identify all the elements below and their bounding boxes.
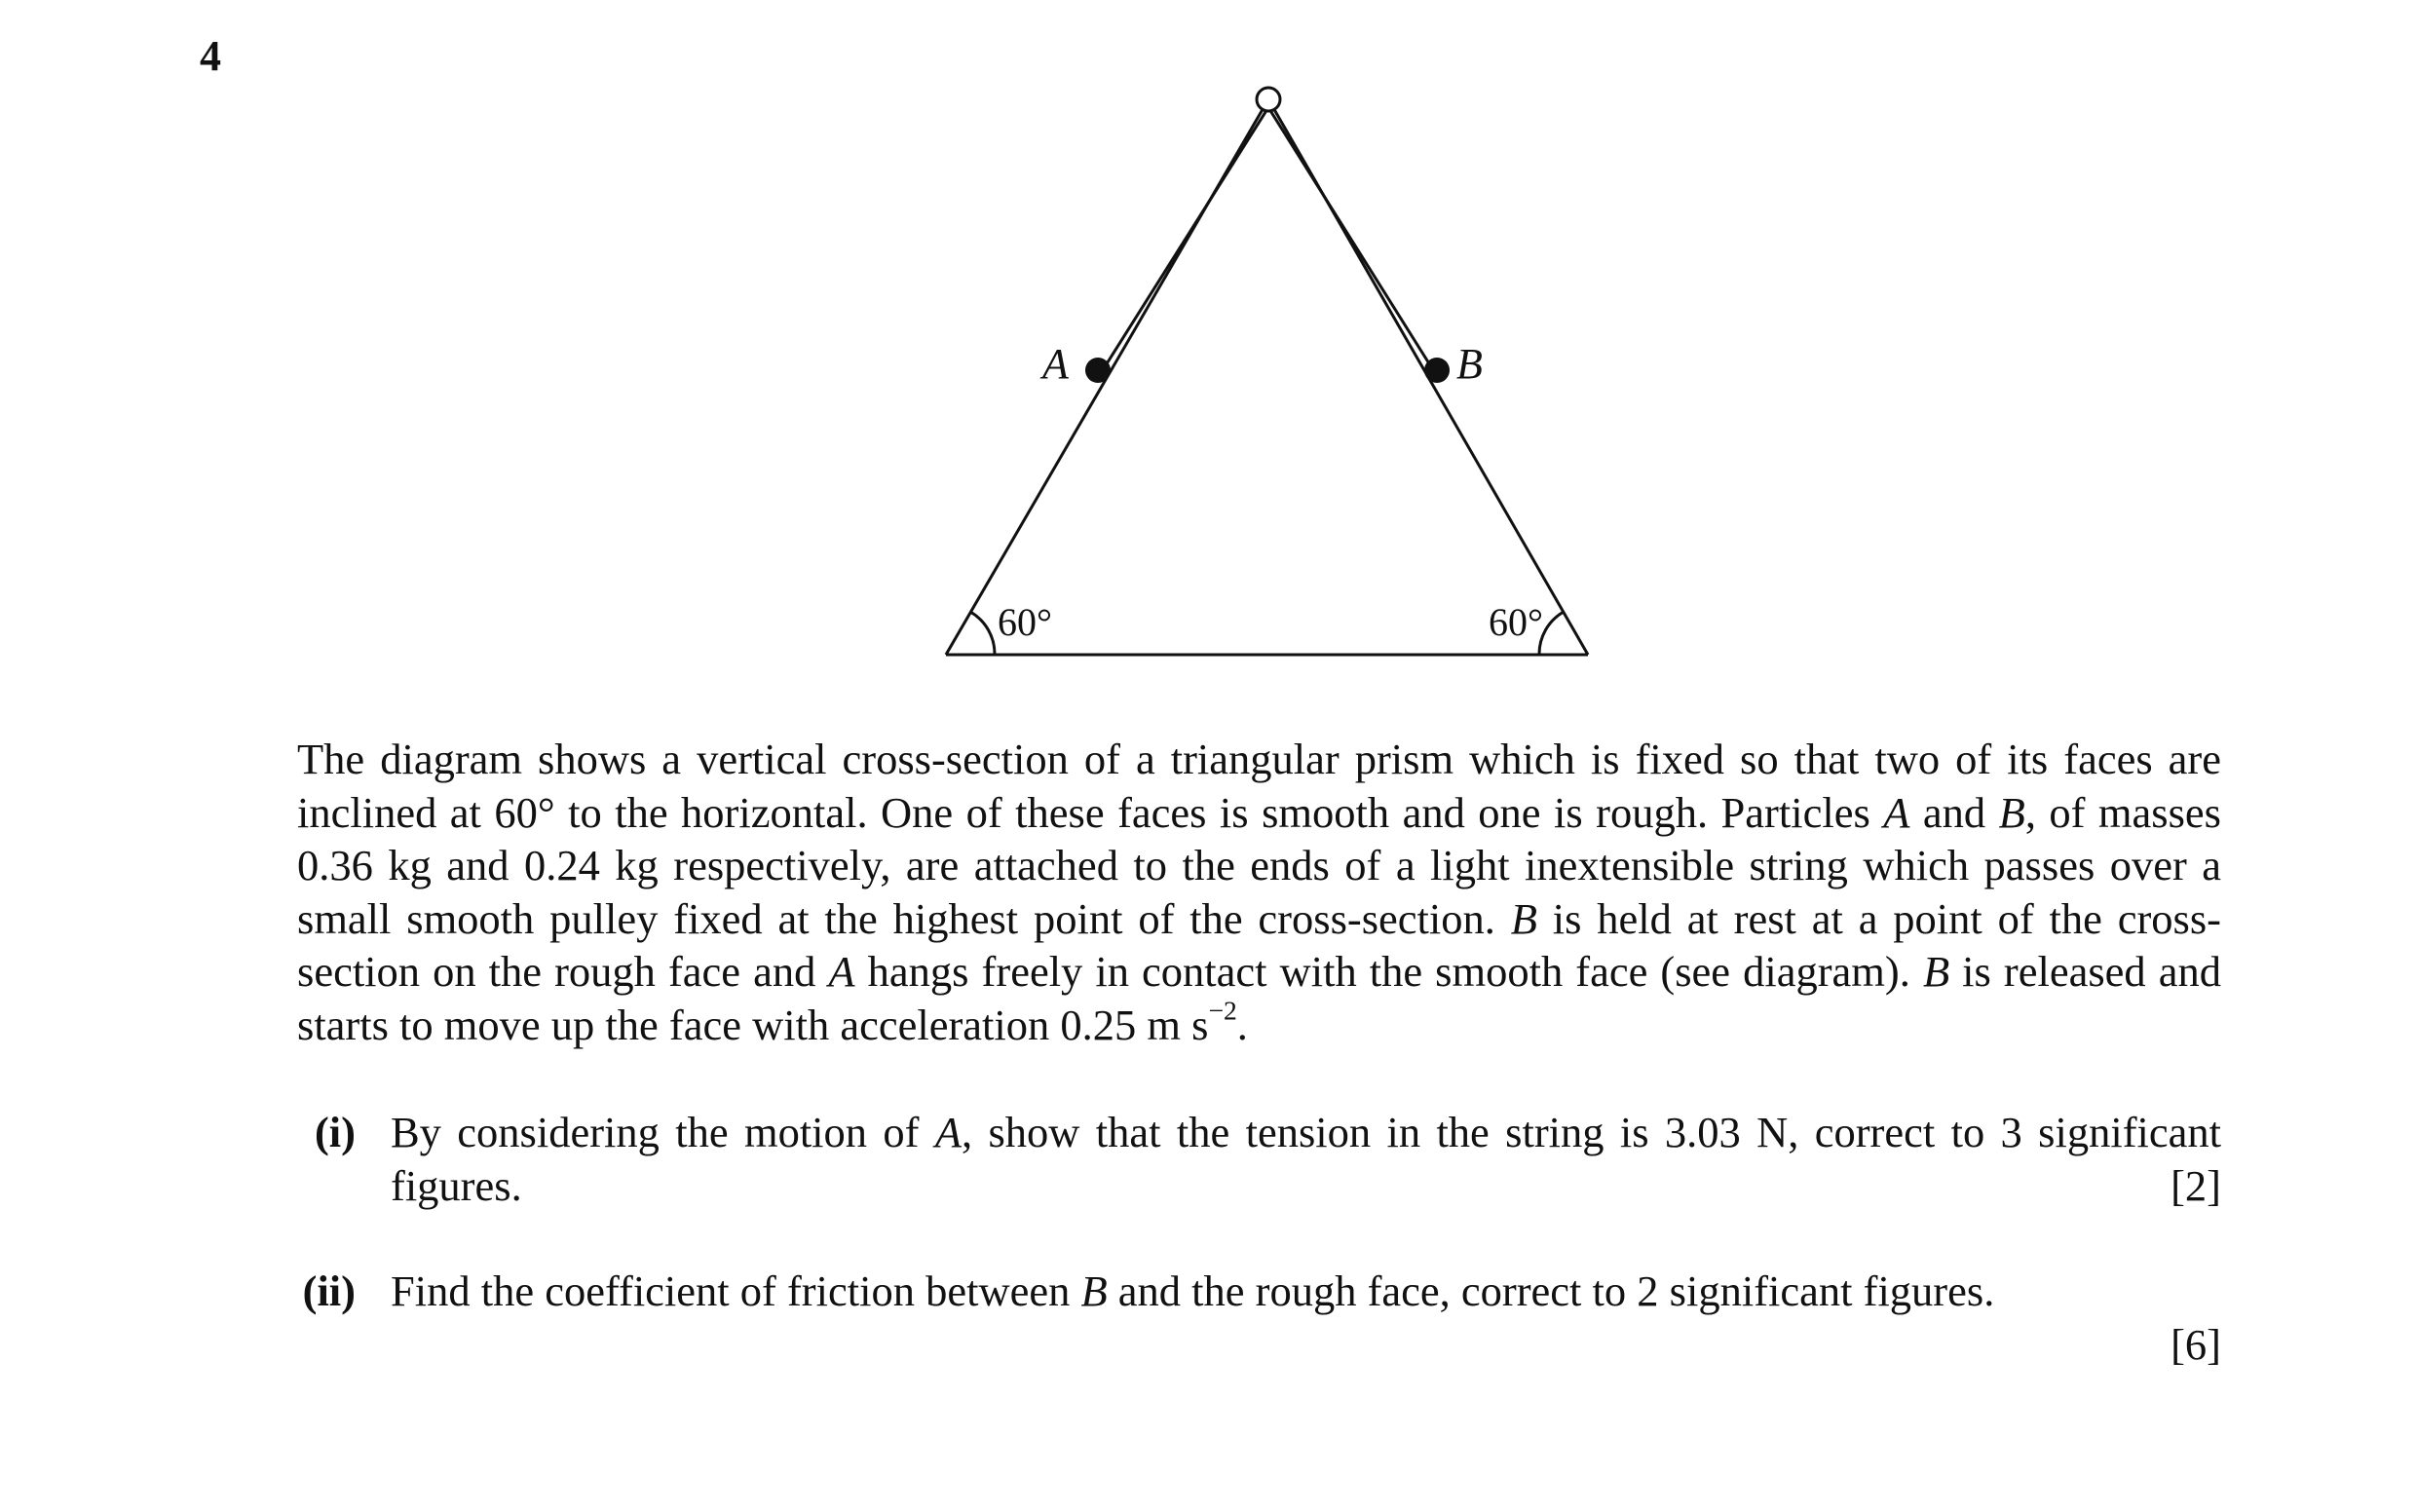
label-a: A — [1042, 340, 1069, 388]
particle-b — [1424, 358, 1450, 383]
string-left — [1106, 94, 1277, 365]
question-number: 4 — [200, 32, 221, 80]
question-stem: The diagram shows a vertical cross-section of a triangular prism which is fixed so that two of its faces are inclined at 60° to the horizontal. One of these faces is smooth and one is rough. Particles A and B, of masses 0.36 kg and 0.24 kg respectively, are attached to the ends of a light inextensible string which passes over a small smooth pulley fixed at the highest point of the cross-section. B is held at rest at a point of the cross-section on the rough face and A hangs freely in contact with the smooth face (see diagram). B is released and starts to move up the face with acceleration 0.25 m $s^{-2}$. — [297, 735, 2221, 1049]
part-ii-label: (ii) — [302, 1266, 356, 1315]
part-ii — [297, 1265, 2221, 1371]
angle-arc-left — [970, 612, 995, 655]
string-right — [1260, 94, 1432, 368]
pulley — [1257, 88, 1280, 111]
part-i-marks: [2] — [2171, 1160, 2221, 1210]
part-i-text: By considering the motion of A, show that the tension in the string is 3.03 N, correct to 3 significant figures. [2] — [391, 1106, 2221, 1212]
prism-diagram — [0, 0, 2416, 701]
angle-label-right: 60° — [1489, 600, 1543, 644]
angle-label-left: 60° — [998, 600, 1052, 644]
particle-a — [1085, 358, 1111, 383]
part-i-label: (i) — [314, 1108, 356, 1156]
label-b: B — [1456, 340, 1483, 388]
part-ii-marks: [6] — [2171, 1319, 2221, 1369]
part-ii-text: Find the coefficient of friction between B and the rough face, correct to 2 significant figures. [6] — [391, 1265, 2221, 1371]
part-i — [297, 1106, 2221, 1212]
